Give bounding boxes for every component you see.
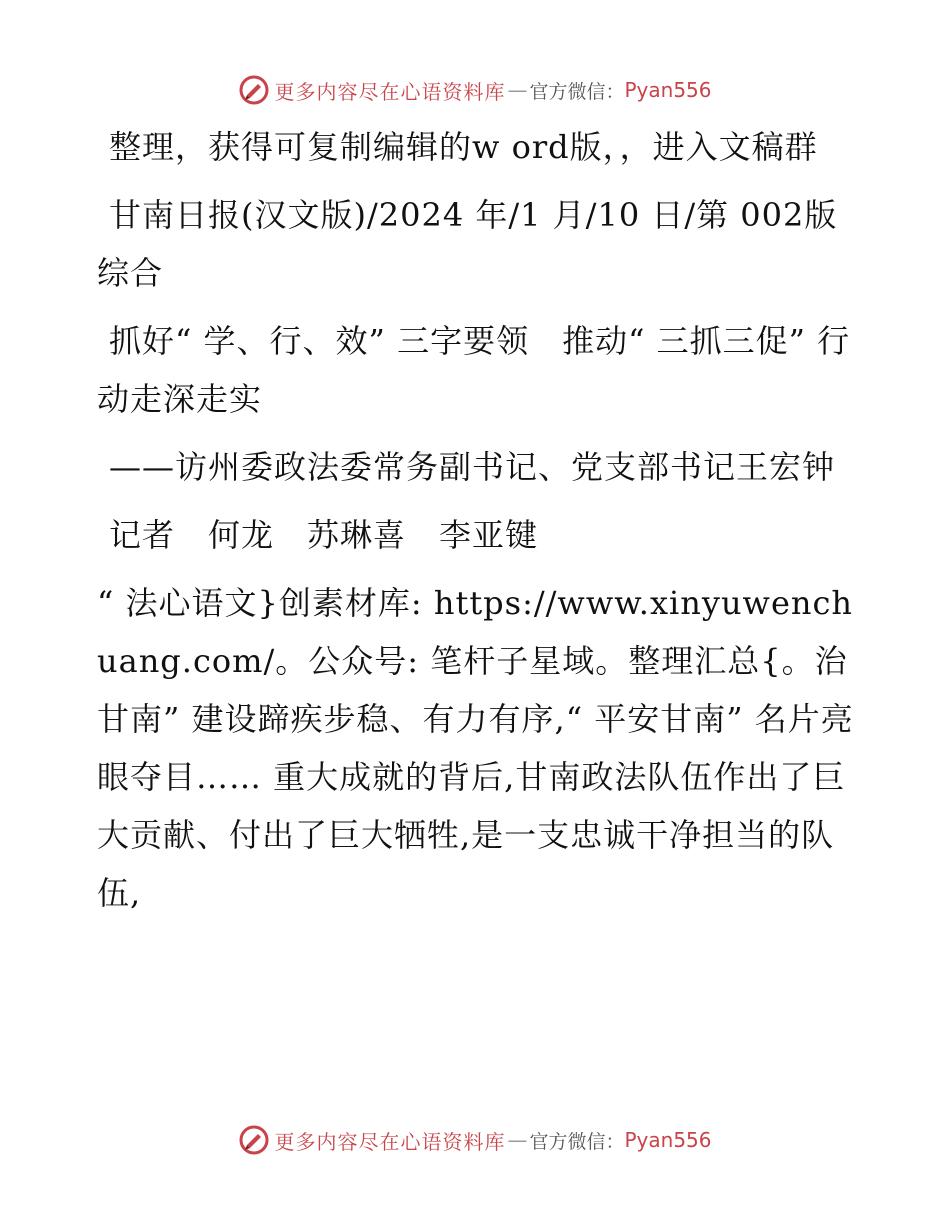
source-line: 甘南日报(汉文版)/2024 年/1 月/10 日/第 002版综合	[97, 196, 838, 292]
watermark-dash: —	[507, 78, 528, 102]
article-subtitle: ——访州委政法委常务副书记、党支部书记王宏钟	[109, 448, 836, 486]
watermark-dash: —	[507, 1128, 528, 1152]
byline: 记者 何龙 苏琳喜 李亚键	[109, 516, 539, 554]
header-watermark	[0, 70, 950, 110]
article-body: “ 法心语文}创素材库: https://www.xinyuwenchuang.com/。公众号: 笔杆子星域。整理汇总{。治甘南” 建设蹄疾步稳、有力有序,“ 平安甘南” 名片亮眼夺目…… 重大成就的背后,甘南政法队伍作出了巨大贡献、付出了巨大牺牲,是一支忠诚干净担当的队伍,	[97, 584, 854, 912]
document-body	[97, 118, 857, 922]
wechat-id: Pyan556	[624, 78, 712, 102]
edit-note: 整理，获得可复制编辑的w ord版，，进入文稿群	[109, 128, 818, 166]
wechat-label: 官方微信：	[529, 80, 625, 103]
article-title: 抓好“ 学、行、效” 三字要领 推动“ 三抓三促” 行动走深走实	[97, 322, 851, 418]
wechat-label: 官方微信：	[529, 1130, 625, 1153]
watermark-text: 更多内容尽在心语资料库	[274, 79, 506, 104]
pen-logo-icon	[238, 1124, 270, 1156]
watermark-text: 更多内容尽在心语资料库	[274, 1129, 506, 1154]
pen-logo-icon	[238, 74, 270, 106]
wechat-id: Pyan556	[624, 1128, 712, 1152]
footer-watermark	[0, 1120, 950, 1160]
